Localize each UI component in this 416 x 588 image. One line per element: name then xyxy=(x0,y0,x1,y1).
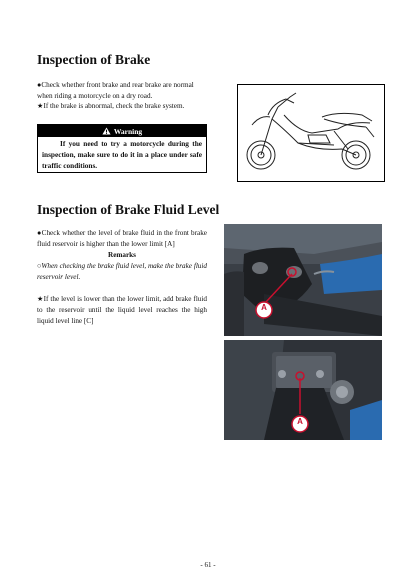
fluid-check-text: ●Check whether the level of brake fluid in the front brake fluid reservoir is higher than the lower limit [A] xyxy=(37,229,207,248)
remarks-text: ○When checking the brake fluid level, make the brake fluid reservoir level. xyxy=(37,262,207,281)
brake-check-text: ●Check whether front brake and rear brake are normal when riding a motorcycle on a dry road. xyxy=(37,81,194,100)
page-number: - 61 - xyxy=(200,561,216,569)
brake-abnormal-text: ★If the brake is abnormal, check the brake system. xyxy=(37,102,185,110)
warning-triangle-icon xyxy=(102,127,111,135)
warning-text: If you need to try a motorcycle during the inspection, make sure to do it in a place under safe traffic conditions. xyxy=(42,139,202,170)
callout-a-bottom: A xyxy=(297,417,303,426)
motorcycle-drawing xyxy=(238,85,384,181)
warning-box xyxy=(37,124,207,173)
brake-lever-photo xyxy=(224,224,382,336)
section-title-brake-fluid: Inspection of Brake Fluid Level xyxy=(37,202,220,217)
reservoir-photo xyxy=(224,340,382,440)
brake-lever-photo-image xyxy=(224,224,382,336)
warning-label: Warning xyxy=(113,126,143,136)
callout-a-top: A xyxy=(261,303,267,312)
remarks-label: Remarks xyxy=(108,251,136,259)
section-title-brake: Inspection of Brake xyxy=(37,52,151,67)
motorcycle-illustration xyxy=(237,84,385,182)
warning-header xyxy=(38,125,206,137)
fluid-lower-text: ★If the level is lower than the lower limit, add brake fluid to the reservoir until the liquid level reaches the high liquid level line [C] xyxy=(37,295,207,325)
